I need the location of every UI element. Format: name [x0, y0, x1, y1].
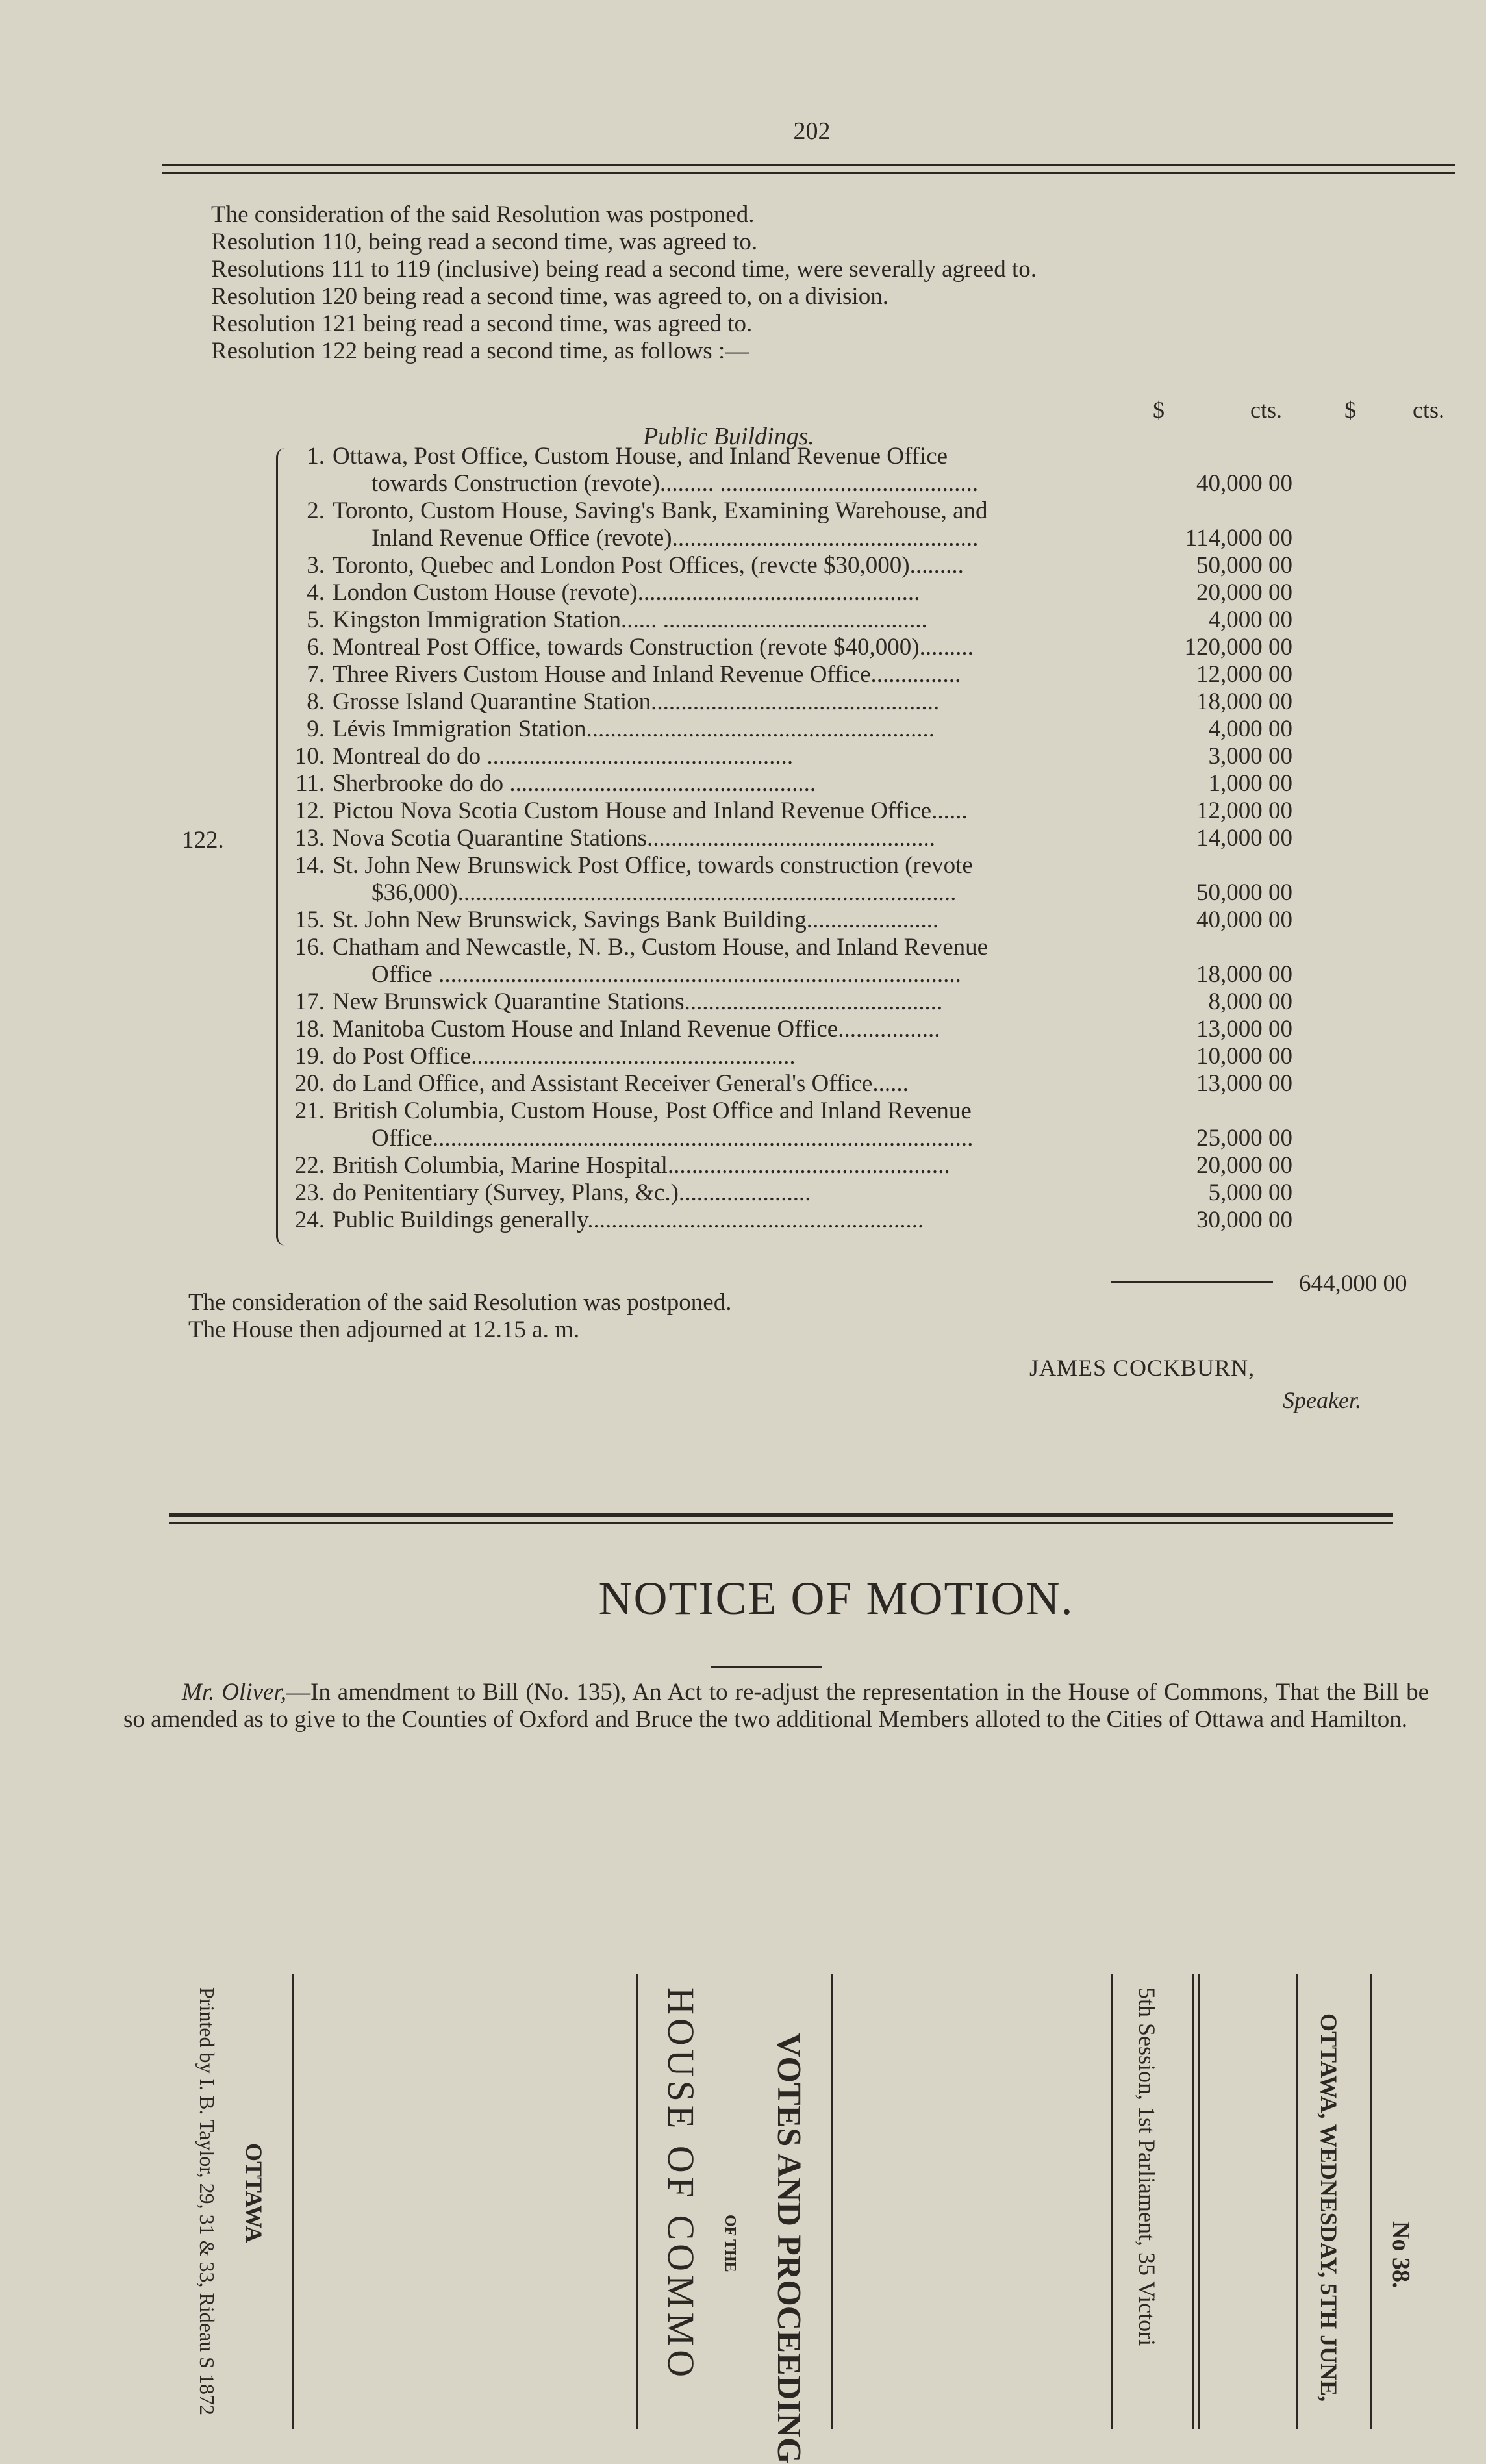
appropriation-item — [286, 716, 1292, 743]
intro-line: Resolution 110, being read a second time, was agreed to. — [211, 229, 758, 255]
item-description-line: Pictou Nova Scotia Custom House and Inland Revenue Office...... — [333, 798, 968, 824]
column-header-dollars: $ — [1153, 397, 1165, 423]
appropriation-item — [286, 770, 1292, 798]
notice-underline — [711, 1666, 822, 1668]
item-amount: 10,000 00 — [1196, 1043, 1292, 1070]
item-description — [333, 688, 1117, 716]
item-description — [333, 770, 1117, 798]
item-amount: 13,000 00 — [1196, 1070, 1292, 1097]
item-amount: 18,000 00 — [1196, 688, 1292, 715]
appropriation-item — [286, 688, 1292, 716]
item-description-line: Public Buildings generally........................................................ — [333, 1207, 924, 1233]
item-amount: 18,000 00 — [1196, 961, 1292, 988]
item-description — [333, 634, 1117, 661]
footer-vertical-rule — [1111, 1974, 1113, 2429]
item-description-line: $36,000)................................................................................... — [372, 879, 957, 906]
item-number: 23. — [294, 1179, 325, 1206]
appropriation-item — [286, 934, 1292, 988]
appropriation-item — [286, 743, 1292, 770]
item-amount: 14,000 00 — [1196, 825, 1292, 851]
item-description-line: do Post Office...................................................... — [333, 1043, 796, 1070]
item-number: 3. — [307, 552, 325, 579]
item-amount: 12,000 00 — [1196, 661, 1292, 688]
printer-line: Printed by I. B. Taylor, 29, 31 & 33, Rideau S 1872 — [195, 1987, 219, 2415]
appropriation-item — [286, 552, 1292, 579]
item-description — [333, 497, 1117, 552]
item-description-line: do Penitentiary (Survey, Plans, &c.)...................... — [333, 1179, 811, 1206]
footer-date: OTTAWA, WEDNESDAY, 5TH JUNE, — [1316, 2013, 1342, 2402]
item-description-line: towards Construction (revote)......... ........................................... — [372, 470, 979, 497]
item-description-line: Inland Revenue Office (revote)................................................... — [372, 525, 979, 551]
item-number: 16. — [294, 934, 325, 961]
item-number: 9. — [307, 716, 325, 742]
item-description-line: Toronto, Custom House, Saving's Bank, Examining Warehouse, and — [333, 497, 988, 524]
footer-vertical-rule — [1296, 1974, 1298, 2429]
item-description — [333, 716, 1117, 743]
item-amount: 40,000 00 — [1196, 470, 1292, 497]
closing-line: The consideration of the said Resolution was postponed. — [188, 1289, 732, 1316]
item-description-line: Ottawa, Post Office, Custom House, and Inland Revenue Office — [333, 443, 948, 470]
closing-paragraph — [188, 1289, 731, 1344]
item-amount: 12,000 00 — [1196, 798, 1292, 824]
item-description-line: Nova Scotia Quarantine Stations................................................ — [333, 825, 935, 851]
intro-line: Resolution 121 being read a second time, was agreed to. — [211, 310, 753, 337]
item-description — [333, 743, 1117, 770]
motion-paragraph — [123, 1679, 1429, 1733]
item-description-line: Sherbrooke do do ................................................... — [333, 770, 816, 797]
item-amount: 5,000 00 — [1208, 1179, 1292, 1206]
footer-vertical-rule — [1192, 1974, 1194, 2429]
item-description-line: Three Rivers Custom House and Inland Revenue Office............... — [333, 661, 961, 688]
item-description-line: Office ....................................................................................... — [372, 961, 961, 988]
item-number: 21. — [294, 1098, 325, 1124]
speaker-title: Speaker. — [1283, 1387, 1361, 1413]
item-amount: 20,000 00 — [1196, 579, 1292, 606]
item-description — [333, 443, 1117, 497]
intro-line: Resolution 122 being read a second time, as follows :— — [211, 338, 749, 364]
appropriation-item — [286, 907, 1292, 934]
item-amount: 1,000 00 — [1208, 770, 1292, 797]
item-description — [333, 988, 1117, 1016]
item-description — [333, 661, 1117, 688]
item-number: 13. — [294, 825, 325, 851]
footer-of-the: OF THE — [722, 2215, 738, 2272]
item-number: 2. — [307, 497, 325, 524]
appropriation-item — [286, 1179, 1292, 1207]
intro-line: Resolutions 111 to 119 (inclusive) being read a second time, were severally agreed to. — [211, 256, 1037, 283]
item-number: 14. — [294, 852, 325, 879]
item-number: 22. — [294, 1152, 325, 1179]
item-description-line: do Land Office, and Assistant Receiver General's Office...... — [333, 1070, 909, 1097]
appropriation-item — [286, 607, 1292, 634]
motion-mover: Mr. Oliver, — [182, 1679, 287, 1705]
item-description — [333, 798, 1117, 825]
item-description — [333, 607, 1117, 634]
item-number: 24. — [294, 1207, 325, 1233]
footer-session: 5th Session, 1st Parliament, 35 Victori — [1134, 1987, 1160, 2346]
item-description — [333, 579, 1117, 607]
item-number: 12. — [294, 798, 325, 824]
column-header-cents-total: cts. — [1413, 397, 1444, 423]
item-description-line: Chatham and Newcastle, N. B., Custom House, and Inland Revenue — [333, 934, 989, 961]
footer-votes-title: VOTES AND PROCEEDING — [770, 2033, 807, 2464]
item-number: 1. — [307, 443, 325, 470]
item-amount: 20,000 00 — [1196, 1152, 1292, 1179]
speaker-name: JAMES COCKBURN, — [1029, 1355, 1255, 1381]
item-description-line: Toronto, Quebec and London Post Offices, (revcte $30,000)......... — [333, 552, 964, 579]
item-amount: 114,000 00 — [1185, 525, 1292, 551]
item-number: 20. — [294, 1070, 325, 1097]
item-description — [333, 934, 1117, 988]
appropriation-item — [286, 1152, 1292, 1179]
column-header-cents: cts. — [1250, 397, 1282, 423]
column-header-dollars-total: $ — [1344, 397, 1356, 423]
item-description — [333, 552, 1117, 579]
appropriation-item — [286, 497, 1292, 552]
item-description-line: London Custom House (revote)............................................... — [333, 579, 920, 606]
item-number: 15. — [294, 907, 325, 933]
appropriation-item — [286, 988, 1292, 1016]
footer-house-title: HOUSE OF COMMO — [660, 1987, 702, 2382]
page-number: 202 — [793, 118, 831, 145]
item-number: 11. — [296, 770, 325, 797]
item-description-line: St. John New Brunswick, Savings Bank Building...................... — [333, 907, 939, 933]
footer-vertical-rule — [831, 1974, 833, 2429]
item-amount: 50,000 00 — [1196, 552, 1292, 579]
item-amount: 4,000 00 — [1208, 716, 1292, 742]
appropriation-list — [286, 443, 1292, 1234]
item-number: 10. — [294, 743, 325, 770]
item-amount: 13,000 00 — [1196, 1016, 1292, 1042]
intro-paragraph — [211, 201, 1432, 365]
total-amount: 644,000 00 — [1299, 1270, 1407, 1297]
item-description-line: Montreal Post Office, towards Construction (revote $40,000)......... — [333, 634, 974, 660]
footer-vertical-rule — [1198, 1974, 1200, 2429]
footer-city: OTTAWA — [241, 2143, 267, 2243]
item-number: 4. — [307, 579, 325, 606]
item-description — [333, 1152, 1117, 1179]
total-rule — [1111, 1281, 1273, 1283]
appropriation-item — [286, 443, 1292, 497]
footer-vertical-rule — [1370, 1974, 1372, 2429]
notice-heading: NOTICE OF MOTION. — [598, 1572, 1074, 1624]
appropriation-item — [286, 798, 1292, 825]
item-amount: 40,000 00 — [1196, 907, 1292, 933]
item-description — [333, 1070, 1117, 1098]
appropriation-item — [286, 1043, 1292, 1070]
item-description — [333, 1098, 1117, 1152]
item-description — [333, 825, 1117, 852]
intro-line: The consideration of the said Resolution was postponed. — [211, 201, 755, 228]
item-amount: 25,000 00 — [1196, 1125, 1292, 1151]
item-description-line: British Columbia, Marine Hospital............................................... — [333, 1152, 950, 1179]
item-number: 18. — [294, 1016, 325, 1042]
item-number: 17. — [294, 988, 325, 1015]
resolution-number: 122. — [182, 827, 224, 853]
footer-issue-number: No 38. — [1387, 2221, 1415, 2289]
item-description-line: New Brunswick Quarantine Stations........................................... — [333, 988, 943, 1015]
item-description-line: Lévis Immigration Station.......................................................... — [333, 716, 935, 742]
footer-vertical-rule — [292, 1974, 294, 2429]
intro-line: Resolution 120 being read a second time, was agreed to, on a division. — [211, 283, 888, 310]
item-description — [333, 1207, 1117, 1234]
item-description-line: St. John New Brunswick Post Office, towards construction (revote — [333, 852, 973, 879]
appropriation-item — [286, 579, 1292, 607]
appropriation-item — [286, 825, 1292, 852]
item-description-line: Grosse Island Quarantine Station................................................ — [333, 688, 940, 715]
closing-line: The House then adjourned at 12.15 a. m. — [188, 1316, 580, 1343]
section-divider-rule — [169, 1513, 1393, 1524]
item-description-line: Manitoba Custom House and Inland Revenue Office................. — [333, 1016, 940, 1042]
item-description-line: Montreal do do ................................................... — [333, 743, 794, 770]
header-double-rule — [162, 164, 1455, 174]
appropriation-item — [286, 1098, 1292, 1152]
item-description — [333, 1043, 1117, 1070]
item-amount: 50,000 00 — [1196, 879, 1292, 906]
item-amount: 30,000 00 — [1196, 1207, 1292, 1233]
item-description-line: Kingston Immigration Station...... ............................................ — [333, 607, 927, 633]
cover-footer — [188, 1974, 1422, 2464]
item-description — [333, 907, 1117, 934]
item-description — [333, 852, 1117, 907]
footer-vertical-rule — [636, 1974, 638, 2429]
appropriation-item — [286, 661, 1292, 688]
print-year: 1872 — [195, 2373, 219, 2415]
item-amount: 4,000 00 — [1208, 607, 1292, 633]
appropriation-item — [286, 852, 1292, 907]
item-number: 7. — [307, 661, 325, 688]
appropriation-item — [286, 1016, 1292, 1043]
motion-text: —In amendment to Bill (No. 135), An Act to re-adjust the representation in the House of Commons, That the Bill be so amended as to give to the Counties of Oxford and Bruce the two additional Members alloted to the Cities of Ottawa and Hamilton. — [123, 1679, 1429, 1733]
item-amount: 3,000 00 — [1208, 743, 1292, 770]
item-number: 19. — [294, 1043, 325, 1070]
appropriation-item — [286, 634, 1292, 661]
item-number: 5. — [307, 607, 325, 633]
appropriation-item — [286, 1070, 1292, 1098]
item-number: 6. — [307, 634, 325, 660]
item-amount: 8,000 00 — [1208, 988, 1292, 1015]
appropriation-item — [286, 1207, 1292, 1234]
section-title: Public Buildings. — [643, 423, 814, 450]
item-description — [333, 1016, 1117, 1043]
item-number: 8. — [307, 688, 325, 715]
item-description-line: British Columbia, Custom House, Post Office and Inland Revenue — [333, 1098, 972, 1124]
item-amount: 120,000 00 — [1184, 634, 1292, 660]
item-description-line: Office.......................................................................................... — [372, 1125, 974, 1151]
item-description — [333, 1179, 1117, 1207]
